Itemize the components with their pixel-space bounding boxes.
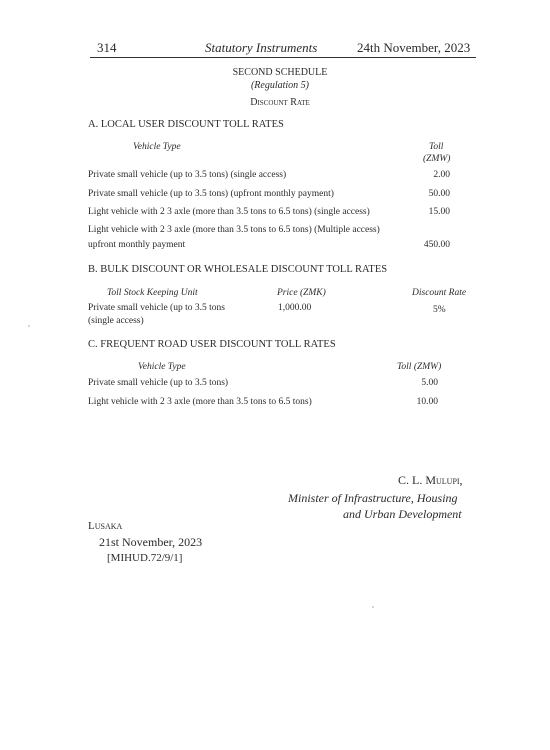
section-b-col-price: Price (ZMK): [277, 288, 326, 298]
section-b-col-discount: Discount Rate: [412, 288, 467, 298]
section-a-col-vehicle: Vehicle Type: [133, 142, 181, 152]
scan-speck: [28, 325, 30, 327]
signatory-name: C. L. Mulupi,: [398, 473, 463, 487]
section-a-row-label-continued: upfront monthly payment: [88, 240, 186, 250]
section-a-row-toll: 50.00: [428, 189, 450, 199]
signing-place: Lusaka: [88, 520, 123, 532]
signatory-title-continued: and Urban Development: [343, 507, 462, 521]
section-b-col-unit: Toll Stock Keeping Unit: [107, 288, 198, 298]
header-rule: [90, 57, 476, 58]
section-c-row-toll: 5.00: [421, 378, 438, 388]
section-c-col-toll: Toll (ZMW): [397, 362, 442, 372]
section-a-row-toll: 15.00: [428, 207, 450, 217]
section-a-row-label: Private small vehicle (up to 3.5 tons) (upfront monthly payment): [88, 189, 334, 199]
header-date: 24th November, 2023: [357, 40, 471, 55]
section-a-row-label: Light vehicle with 2 3 axle (more than 3.5 tons to 6.5 tons) (Multiple access): [88, 225, 380, 235]
scan-speck: [372, 606, 374, 608]
section-b-row-price: 1,000.00: [278, 303, 312, 313]
section-a-row-toll: 2.00: [433, 170, 450, 180]
section-a-col-toll: Toll: [429, 142, 444, 152]
section-c-row-label: Private small vehicle (up to 3.5 tons): [88, 378, 229, 388]
section-c-heading: C. FREQUENT ROAD USER DISCOUNT TOLL RATES: [88, 339, 336, 350]
schedule-title: SECOND SCHEDULE: [232, 67, 328, 78]
section-b-row-label: Private small vehicle (up to 3.5 tons: [88, 303, 225, 313]
signatory-title: Minister of Infrastructure, Housing: [288, 491, 458, 505]
section-b-row-discount: 5%: [433, 305, 446, 315]
section-c-row-label: Light vehicle with 2 3 axle (more than 3.5 tons to 6.5 tons): [88, 397, 312, 407]
schedule-regulation: (Regulation 5): [250, 80, 310, 91]
section-a-row-toll: 450.00: [423, 240, 450, 250]
file-reference: [MIHUD.72/9/1]: [107, 552, 183, 564]
section-a-heading: A. LOCAL USER DISCOUNT TOLL RATES: [88, 119, 284, 130]
schedule-subtitle: Discount Rate: [250, 97, 310, 108]
section-a-row-label: Private small vehicle (up to 3.5 tons) (single access): [88, 170, 287, 180]
section-c-col-vehicle: Vehicle Type: [138, 362, 186, 372]
section-c-row-toll: 10.00: [416, 397, 438, 407]
signing-date: 21st November, 2023: [99, 535, 203, 549]
page-number: 314: [97, 40, 117, 55]
section-a-col-toll-unit: (ZMW): [423, 154, 451, 164]
section-a-row-label: Light vehicle with 2 3 axle (more than 3.5 tons to 6.5 tons) (single access): [88, 207, 370, 217]
section-b-heading: B. BULK DISCOUNT OR WHOLESALE DISCOUNT TOLL RATES: [88, 264, 388, 275]
section-b-row-label-continued: (single access): [88, 316, 144, 326]
publication-title: Statutory Instruments: [205, 40, 318, 55]
